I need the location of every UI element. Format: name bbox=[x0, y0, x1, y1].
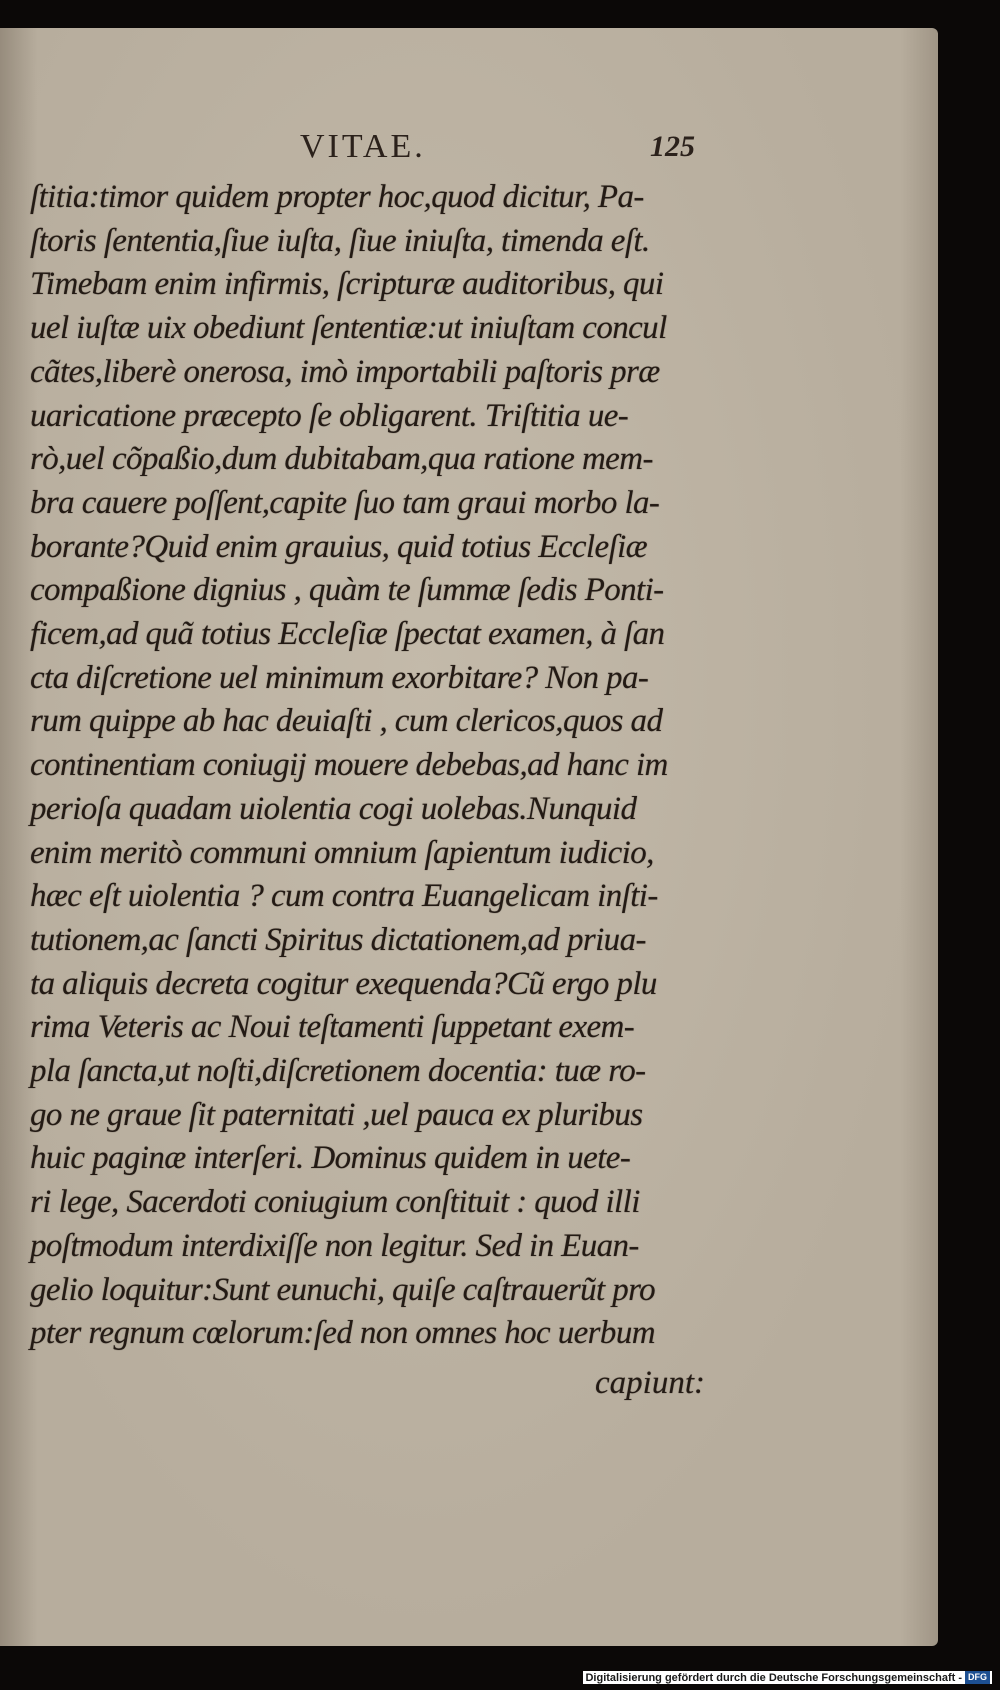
text-line: rò,uel cõpaßio,dum dubitabam,qua ratione mem- bbox=[30, 441, 653, 478]
text-line: continentiam coniugij mouere debebas,ad hanc im bbox=[30, 747, 668, 784]
text-line: pter regnum cœlorum:ſed non omnes hoc uerbum bbox=[30, 1315, 655, 1352]
text-line: cta diſcretione uel minimum exorbitare? Non pa- bbox=[30, 659, 649, 696]
text-line: gelio loquitur:Sunt eunuchi, quiſe caſtrauerũt pro bbox=[30, 1271, 656, 1308]
dfg-logo-icon: DFG bbox=[965, 1671, 990, 1684]
text-line: Timebam enim infirmis, ſcripturæ auditoribus, qui bbox=[30, 266, 664, 303]
text-line: poſtmodum interdixiſſe non legitur. Sed in Euan- bbox=[30, 1227, 639, 1264]
text-line: ſtoris ſententia,ſiue iuſta, ſiue iniuſta, timenda eſt. bbox=[30, 222, 650, 259]
text-line: perioſa quadam uiolentia cogi uolebas.Nunquid bbox=[30, 790, 637, 827]
digitization-credit bbox=[583, 1671, 992, 1684]
page-header bbox=[0, 128, 938, 168]
text-line: ficem,ad quã totius Eccleſiæ ſpectat examen, à ſan bbox=[30, 616, 665, 653]
text-line: borante?Quid enim grauius, quid totius Eccleſiæ bbox=[30, 528, 648, 565]
text-line: uaricatione præcepto ſe obligarent. Triſtitia ue- bbox=[30, 397, 629, 434]
body-text bbox=[30, 176, 710, 1356]
text-line: compaßione dignius , quàm te ſummæ ſedis Ponti- bbox=[30, 572, 664, 609]
text-line: hæc eſt uiolentia ? cum contra Euangelicam inſti- bbox=[30, 878, 658, 915]
book-page bbox=[0, 28, 938, 1646]
text-line: ſtitia:timor quidem propter hoc,quod dicitur, Pa- bbox=[30, 179, 644, 215]
text-line: huic paginæ interſeri. Dominus quidem in uete- bbox=[30, 1140, 631, 1177]
text-line: rima Veteris ac Noui teſtamenti ſuppetant exem- bbox=[30, 1009, 635, 1046]
text-line: ri lege, Sacerdoti coniugium conſtituit : quod illi bbox=[30, 1184, 640, 1221]
running-title: VITAE. bbox=[300, 128, 426, 165]
catchword: capiunt: bbox=[595, 1365, 705, 1401]
page-number: 125 bbox=[650, 130, 695, 163]
text-line: enim meritò communi omnium ſapientum iudicio, bbox=[30, 834, 654, 871]
credit-text: Digitalisierung gefördert durch die Deutsche Forschungsgemeinschaft - bbox=[585, 1671, 962, 1684]
text-line: go ne graue ſit paternitati ,uel pauca ex pluribus bbox=[30, 1096, 643, 1133]
text-line: ta aliquis decreta cogitur exequenda?Cũ ergo plu bbox=[30, 965, 657, 1002]
text-line: uel iuſtæ uix obediunt ſententiæ:ut iniuſtam concul bbox=[30, 310, 667, 347]
text-line: pla ſancta,ut noſti,diſcretionem docentia: tuæ ro- bbox=[30, 1053, 646, 1090]
text-line: cãtes,liberè onerosa, imò importabili paſtoris præ bbox=[30, 353, 660, 390]
text-line: bra cauere poſſent,capite ſuo tam graui morbo la- bbox=[30, 484, 660, 521]
text-line: tutionem,ac ſancti Spiritus dictationem,ad priua- bbox=[30, 921, 646, 958]
text-line: rum quippe ab hac deuiaſti , cum clericos,quos ad bbox=[30, 703, 663, 740]
